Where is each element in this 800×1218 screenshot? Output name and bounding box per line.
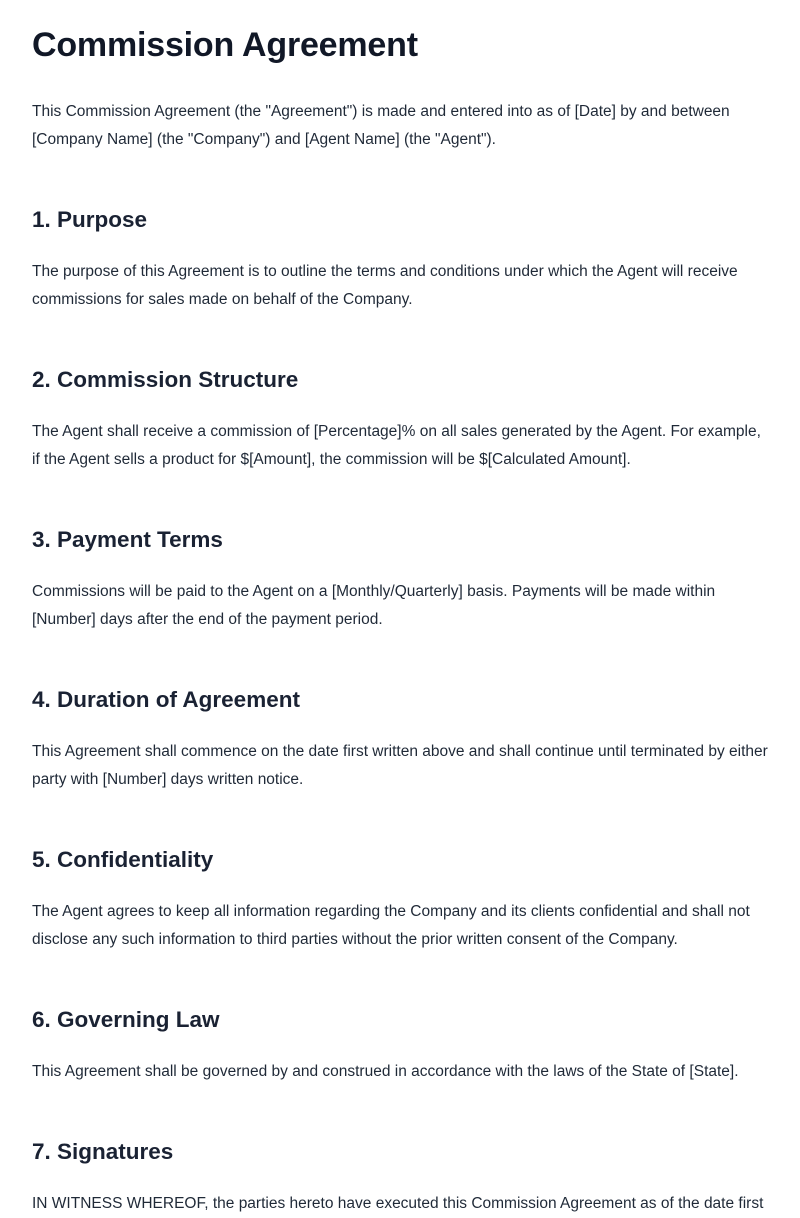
section-commission-structure (32, 364, 768, 474)
section-heading: 5. Confidentiality (32, 847, 214, 872)
section-heading: 4. Duration of Agreement (32, 687, 300, 712)
section-text: The Agent shall receive a commission of [Percentage]% on all sales generated by the Agent. For example, if the Agent sells a product for $[Amount], the commission will be $[Calculated Amount]. (32, 423, 761, 468)
section-heading: 6. Governing Law (32, 1007, 220, 1032)
section-purpose (32, 204, 768, 314)
section-text: IN WITNESS WHEREOF, the parties hereto have executed this Commission Agreement as of the date first (32, 1195, 764, 1212)
section-heading: 7. Signatures (32, 1139, 174, 1164)
document-title: Commission Agreement (32, 26, 418, 64)
section-governing-law (32, 1004, 768, 1086)
section-text: This Agreement shall commence on the date first written above and shall continue until terminated by either party with [Number] days written notice. (32, 743, 768, 788)
intro-paragraph: This Commission Agreement (the "Agreement") is made and entered into as of [Date] by and between [Company Name] (the "Company") and [Agent Name] (the "Agent"). (32, 103, 730, 148)
section-confidentiality (32, 844, 768, 954)
section-heading: 2. Commission Structure (32, 367, 299, 392)
section-heading: 3. Payment Terms (32, 527, 223, 552)
section-text: This Agreement shall be governed by and construed in accordance with the laws of the State of [State]. (32, 1063, 739, 1080)
section-text: The Agent agrees to keep all information regarding the Company and its clients confidential and shall not disclose any such information to third parties without the prior written consent of the Company. (32, 903, 750, 948)
section-duration (32, 684, 768, 794)
section-heading: 1. Purpose (32, 207, 148, 232)
section-text: The purpose of this Agreement is to outline the terms and conditions under which the Agent will receive commissions for sales made on behalf of the Company. (32, 263, 738, 308)
section-payment-terms (32, 524, 768, 634)
section-signatures (32, 1136, 768, 1218)
section-text: Commissions will be paid to the Agent on a [Monthly/Quarterly] basis. Payments will be made within [Number] days after the end of the payment period. (32, 583, 716, 628)
